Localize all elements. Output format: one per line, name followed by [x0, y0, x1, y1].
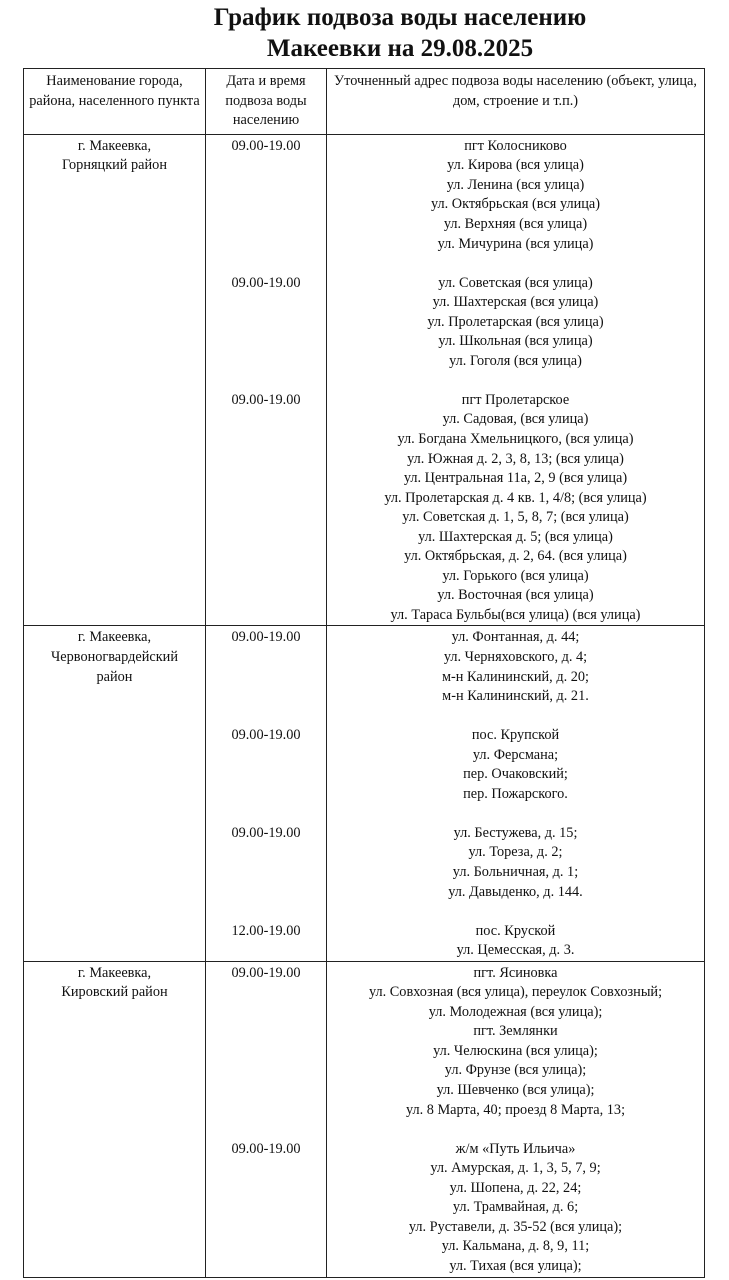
address-line: ул. Садовая, (вся улица) — [442, 411, 589, 428]
address-line: ул. Шахтерская д. 5; (вся улица) — [418, 528, 613, 545]
address-cell — [327, 134, 705, 626]
address-line: ул. 8 Марта, 40; проезд 8 Марта, 13; — [405, 1101, 626, 1118]
spacer — [206, 668, 326, 688]
delivery-time: 09.00-19.00 — [231, 964, 301, 981]
address-line: ул. Советская д. 1, 5, 8, 7; (вся улица) — [402, 509, 629, 526]
address-line: ул. Давыденко, д. 144. — [448, 883, 583, 900]
address-line: ул. Восточная (вся улица) — [437, 587, 594, 604]
spacer — [206, 489, 326, 509]
document-title — [0, 2, 729, 64]
table-row — [24, 134, 705, 626]
spacer — [206, 469, 326, 489]
spacer — [206, 567, 326, 587]
spacer — [206, 215, 326, 235]
delivery-time: 09.00-19.00 — [231, 824, 301, 841]
address-line: ул. Совхозная (вся улица), переулок Совхозный; — [368, 984, 663, 1001]
address-line: ул. Челюскина (вся улица); — [433, 1042, 598, 1059]
time-cell — [206, 626, 327, 961]
district-cell — [24, 626, 206, 961]
address-line: ул. Мичурина (вся улица) — [437, 235, 594, 252]
address-block — [327, 1140, 704, 1277]
address-line: ул. Руставели, д. 35-52 (вся улица); — [408, 1218, 623, 1235]
time-block — [206, 726, 326, 804]
address-block — [327, 964, 704, 1120]
address-block — [327, 922, 704, 961]
address-line: пер. Пожарского. — [463, 785, 568, 802]
spacer — [206, 547, 326, 567]
address-block — [327, 726, 704, 804]
spacer — [206, 983, 326, 1003]
address-line: м-н Калининский, д. 21. — [442, 688, 589, 705]
time-block — [206, 391, 326, 626]
spacer — [206, 1237, 326, 1257]
spacer — [206, 1042, 326, 1062]
spacer — [206, 176, 326, 196]
address-line: ул. Молодежная (вся улица); — [428, 1003, 603, 1020]
address-line: пер. Очаковский; — [463, 766, 568, 783]
address-line: ул. Фрунзе (вся улица); — [444, 1062, 587, 1079]
address-line: ул. Богдана Хмельницкого, (вся улица) — [397, 430, 634, 447]
district-name-line: Кировский район — [61, 984, 168, 1001]
delivery-time: 09.00-19.00 — [231, 727, 301, 744]
time-cell — [206, 134, 327, 626]
district-cell — [24, 961, 206, 1277]
address-line: ул. Тихая (вся улица); — [449, 1257, 582, 1274]
title-line-2: Макеевки на 29.08.2025 — [266, 35, 534, 62]
spacer — [206, 156, 326, 176]
district-name-line: Горняцкий район — [62, 157, 167, 174]
district-name-line: г. Макеевка, — [77, 964, 152, 981]
address-line: ул. Ленина (вся улица) — [446, 176, 585, 193]
time-block — [206, 274, 326, 372]
address-line: ул. Октябрьская (вся улица) — [430, 196, 601, 213]
address-line: ул. Верхняя (вся улица) — [443, 215, 588, 232]
water-schedule-table — [23, 68, 705, 1278]
delivery-time: 09.00-19.00 — [231, 1140, 301, 1157]
address-line: ул. Кальмана, д. 8, 9, 11; — [441, 1238, 590, 1255]
address-line: ул. Трамвайная, д. 6; — [452, 1199, 579, 1216]
spacer — [206, 687, 326, 707]
spacer — [206, 1022, 326, 1042]
spacer — [206, 195, 326, 215]
address-line: ул. Октябрьская, д. 2, 64. (вся улица) — [404, 548, 627, 565]
time-cell — [206, 961, 327, 1277]
spacer — [206, 410, 326, 430]
address-line: ул. Больничная, д. 1; — [452, 864, 579, 881]
spacer — [206, 843, 326, 863]
address-line: пгт. Землянки — [473, 1023, 558, 1040]
address-line: ул. Южная д. 2, 3, 8, 13; (вся улица) — [407, 450, 624, 467]
time-block — [206, 824, 326, 902]
address-line: ул. Цемесская, д. 3. — [456, 942, 575, 959]
address-line: ул. Тореза, д. 2; — [468, 844, 563, 861]
address-line: ул. Кирова (вся улица) — [447, 157, 584, 174]
spacer — [206, 430, 326, 450]
table-body — [24, 134, 705, 1277]
district-cell — [24, 134, 206, 626]
time-block — [206, 964, 326, 1120]
spacer — [206, 528, 326, 548]
address-line: ул. Пролетарская д. 4 кв. 1, 4/8; (вся улица) — [384, 489, 647, 506]
address-line: ж/м «Путь Ильича» — [455, 1140, 576, 1157]
spacer — [206, 765, 326, 785]
delivery-time: 09.00-19.00 — [231, 629, 301, 646]
address-line: ул. Гоголя (вся улица) — [449, 352, 582, 369]
spacer — [206, 508, 326, 528]
delivery-time: 12.00-19.00 — [231, 922, 301, 939]
address-cell — [327, 961, 705, 1277]
district-name-line: район — [96, 668, 133, 685]
spacer — [206, 235, 326, 255]
spacer — [206, 1257, 326, 1277]
address-line: м-н Калининский, д. 20; — [441, 668, 590, 685]
address-line: ул. Фонтанная, д. 44; — [451, 629, 580, 646]
address-line: ул. Пролетарская (вся улица) — [427, 313, 604, 330]
header-time: Дата и время подвоза воды населению — [206, 69, 327, 135]
address-line: ул. Горького (вся улица) — [442, 567, 589, 584]
time-block — [206, 628, 326, 706]
address-line: ул. Школьная (вся улица) — [438, 333, 593, 350]
spacer — [206, 1198, 326, 1218]
address-block — [327, 824, 704, 902]
district-name-line: Червоногвардейский — [51, 649, 178, 665]
spacer — [206, 1159, 326, 1179]
spacer — [206, 785, 326, 805]
address-cell — [327, 626, 705, 961]
header-district: Наименование города, района, населенного пункта — [24, 69, 206, 135]
spacer — [206, 450, 326, 470]
spacer — [206, 332, 326, 352]
spacer — [206, 313, 326, 333]
delivery-time: 09.00-19.00 — [231, 391, 301, 408]
delivery-time: 09.00-19.00 — [231, 274, 301, 291]
address-block — [327, 137, 704, 254]
address-block — [327, 274, 704, 372]
spacer — [206, 648, 326, 668]
time-block — [206, 922, 326, 961]
spacer — [206, 863, 326, 883]
district-name-line: г. Макеевка, — [77, 137, 152, 154]
spacer — [206, 1101, 326, 1121]
spacer — [206, 746, 326, 766]
address-line: ул. Ферсмана; — [472, 746, 559, 763]
title-line-1: График подвоза воды населению — [213, 4, 587, 31]
address-line: ул. Центральная 11а, 2, 9 (вся улица) — [403, 470, 628, 487]
spacer — [206, 1179, 326, 1199]
address-block — [327, 628, 704, 706]
address-line: ул. Шахтерская (вся улица) — [432, 294, 599, 311]
spacer — [206, 883, 326, 903]
address-block — [327, 391, 704, 626]
district-name-line: г. Макеевка, — [77, 629, 152, 646]
spacer — [206, 352, 326, 372]
address-line: ул. Тараса Бульбы(вся улица) (вся улица) — [390, 606, 641, 623]
address-line: пгт Пролетарское — [461, 391, 570, 408]
spacer — [206, 1218, 326, 1238]
table-row — [24, 626, 705, 961]
address-line: ул. Бестужева, д. 15; — [453, 824, 578, 841]
address-line: ул. Шопена, д. 22, 24; — [449, 1179, 582, 1196]
address-line: ул. Черняховского, д. 4; — [443, 649, 588, 665]
address-line: ул. Шевченко (вся улица); — [436, 1082, 595, 1099]
address-line: ул. Амурская, д. 1, 3, 5, 7, 9; — [430, 1160, 601, 1177]
address-line: пос. Крупской — [471, 727, 560, 744]
time-block — [206, 137, 326, 254]
table-row — [24, 961, 705, 1277]
address-line: ул. Советская (вся улица) — [438, 274, 593, 291]
address-line: пгт Колосниково — [464, 137, 567, 154]
address-line: пгт. Ясиновка — [473, 964, 558, 981]
header-address: Уточненный адрес подвоза воды населению (объект, улица, дом, строение и т.п.) — [327, 69, 705, 135]
table-header-row — [24, 69, 705, 135]
spacer — [206, 941, 326, 961]
address-line: пос. Круской — [475, 922, 556, 939]
spacer — [206, 586, 326, 606]
spacer — [206, 1003, 326, 1023]
spacer — [206, 606, 326, 626]
spacer — [206, 1061, 326, 1081]
spacer — [206, 1081, 326, 1101]
delivery-time: 09.00-19.00 — [231, 137, 301, 154]
spacer — [206, 293, 326, 313]
time-block — [206, 1140, 326, 1277]
